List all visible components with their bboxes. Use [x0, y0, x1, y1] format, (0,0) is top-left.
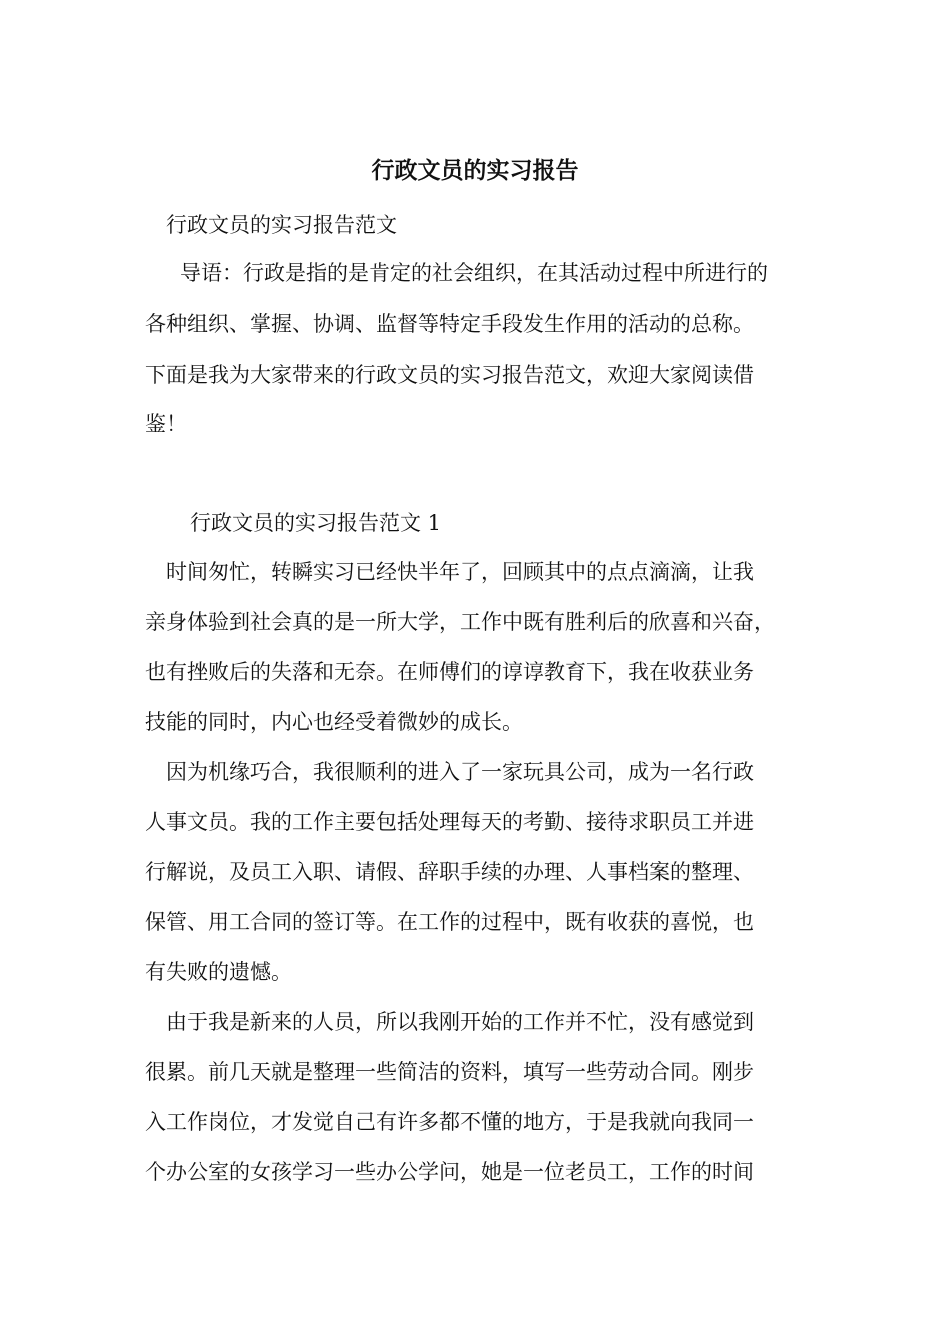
intro-line-2: 各种组织、掌握、协调、监督等特定手段发生作用的活动的总称。	[145, 312, 754, 336]
paragraph3-line-3: 入工作岗位，才发觉自己有许多都不懂的地方，于是我就向我同一	[145, 1110, 754, 1134]
paragraph1-line-4: 技能的同时，内心也经受着微妙的成长。	[145, 710, 523, 734]
intro-line-4: 鉴！	[145, 412, 187, 436]
paragraph2-line-5: 有失败的遗憾。	[145, 960, 292, 984]
paragraph2-line-2: 人事文员。我的工作主要包括处理每天的考勤、接待求职员工并进	[145, 810, 754, 834]
document-subtitle: 行政文员的实习报告范文	[166, 213, 397, 237]
paragraph2-line-1: 因为机缘巧合，我很顺利的进入了一家玩具公司，成为一名行政	[166, 760, 754, 784]
intro-line-3: 下面是我为大家带来的行政文员的实习报告范文，欢迎大家阅读借	[145, 363, 754, 387]
paragraph2-line-4: 保管、用工合同的签订等。在工作的过程中，既有收获的喜悦，也	[145, 910, 754, 934]
section-heading: 行政文员的实习报告范文 1	[190, 511, 442, 535]
document-title: 行政文员的实习报告	[371, 157, 579, 184]
paragraph3-line-1: 由于我是新来的人员，所以我刚开始的工作并不忙，没有感觉到	[166, 1010, 754, 1034]
paragraph1-line-2: 亲身体验到社会真的是一所大学，工作中既有胜利后的欣喜和兴奋，	[145, 610, 775, 634]
paragraph2-line-3: 行解说，及员工入职、请假、辞职手续的办理、人事档案的整理、	[145, 860, 754, 884]
paragraph3-line-4: 个办公室的女孩学习一些办公学问，她是一位老员工，工作的时间	[145, 1160, 754, 1184]
paragraph1-line-3: 也有挫败后的失落和无奈。在师傅们的谆谆教育下，我在收获业务	[145, 660, 754, 684]
paragraph1-line-1: 时间匆忙，转瞬实习已经快半年了，回顾其中的点点滴滴，让我	[166, 560, 754, 584]
intro-line-1: 导语：行政是指的是肯定的社会组织，在其活动过程中所进行的	[180, 261, 768, 285]
paragraph3-line-2: 很累。前几天就是整理一些简洁的资料，填写一些劳动合同。刚步	[145, 1060, 754, 1084]
